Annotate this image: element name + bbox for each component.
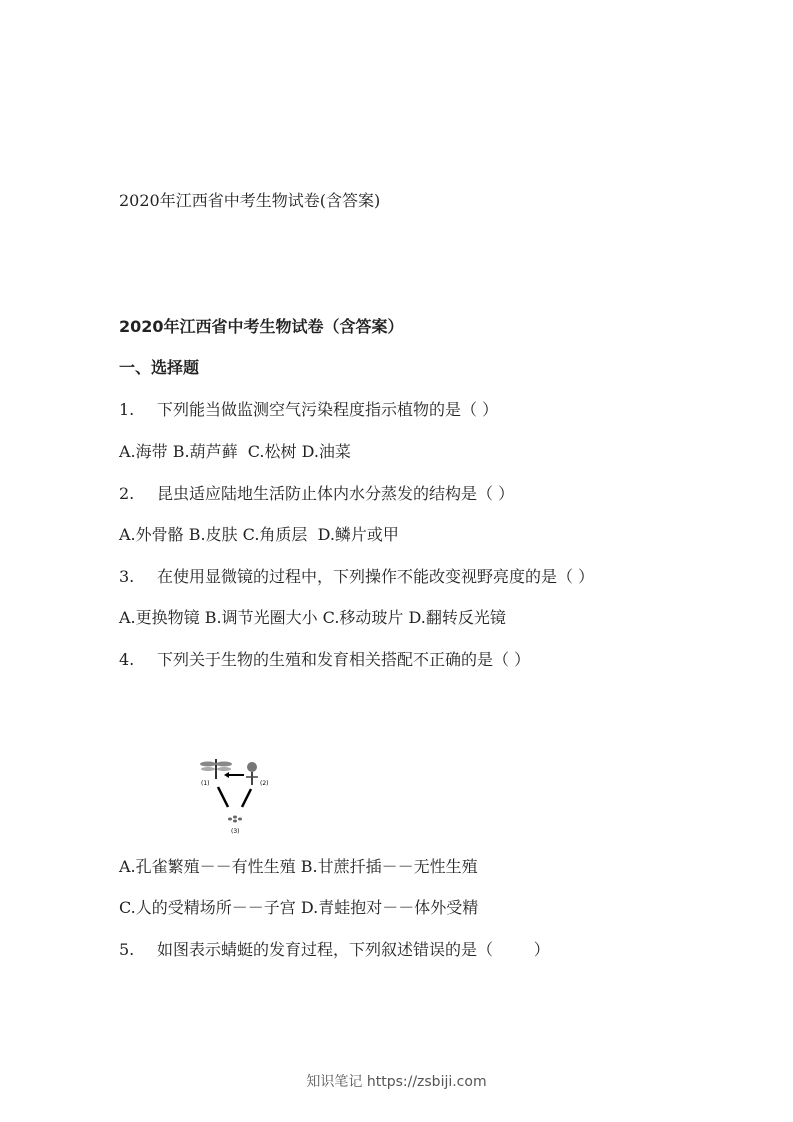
question-number: 4. [119, 650, 135, 669]
arrow-adult-to-egg [218, 787, 228, 807]
figure-label-2: (2) [260, 780, 269, 787]
question-number: 5. [119, 940, 135, 959]
question-4-options-2: C.人的受精场所－－子宫 D.青蛙抱对－－体外受精 [119, 898, 479, 917]
dragonfly-development-figure [196, 755, 276, 839]
header-title: 2020年江西省中考生物试卷(含答案) [119, 191, 381, 210]
question-2 [119, 484, 514, 504]
section-heading: 一、选择题 [119, 358, 200, 377]
question-4-options-1: A.孔雀繁殖－－有性生殖 B.甘蔗扦插－－无性生殖 [119, 857, 478, 876]
question-1 [119, 400, 498, 420]
question-3-options: A.更换物镜 B.调节光圈大小 C.移动玻片 D.翻转反光镜 [119, 608, 506, 627]
figure-label-1: (1) [201, 780, 210, 787]
egg-icon [228, 816, 242, 823]
question-text: 下列关于生物的生殖和发育相关搭配不正确的是（ ） [157, 650, 531, 669]
question-4 [119, 650, 530, 670]
question-text: 在使用显微镜的过程中，下列操作不能改变视野亮度的是（ ） [157, 567, 595, 586]
question-text: 下列能当做监测空气污染程度指示植物的是（ ） [157, 400, 499, 419]
question-number: 2. [119, 484, 135, 503]
document-title: 2020年江西省中考生物试卷（含答案） [119, 317, 404, 336]
figure-label-3: (3) [231, 828, 240, 835]
arrow-egg-to-nymph [242, 789, 251, 807]
question-number: 3. [119, 567, 135, 586]
question-1-options: A.海带 B.葫芦藓 C.松树 D.油菜 [119, 442, 351, 461]
question-text: 如图表示蜻蜓的发育过程，下列叙述错误的是（ ） [157, 940, 550, 959]
nymph-icon [246, 762, 258, 785]
question-text: 昆虫适应陆地生活防止体内水分蒸发的结构是（ ） [157, 484, 515, 503]
question-2-options: A.外骨骼 B.皮肤 C.角质层 D.鳞片或甲 [119, 525, 399, 544]
question-5 [119, 940, 550, 960]
arrow-nymph-to-adult [224, 772, 244, 778]
footer-watermark: 知识笔记 https://zsbiji.com [306, 1074, 487, 1090]
question-3 [119, 567, 594, 587]
question-number: 1. [119, 400, 135, 419]
